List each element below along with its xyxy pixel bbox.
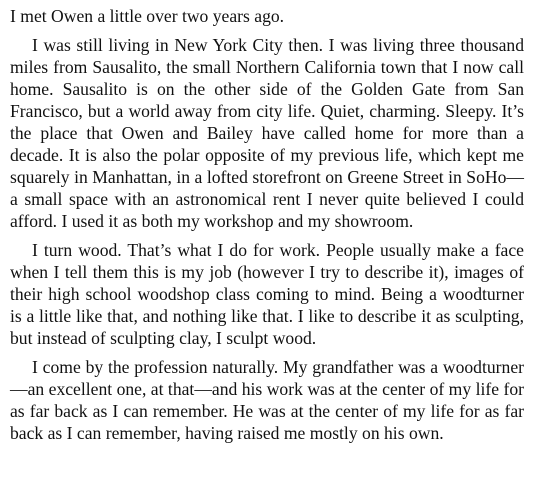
paragraph-3: I turn wood. That’s what I do for work. People usually make a face when I tell them this is my job (however I try to describe it), images of their high school woodshop class coming to mind. Being a woodturner is a little like that, and nothing like that. I like to describe it as sculpting, but instead of sculpting clay, I sculpt wood. — [10, 240, 524, 348]
paragraph-2: I was still living in New York City then. I was living three thousand miles from Sausalito, the small Northern California town that I now call home. Sausalito is on the other side of the Golden Gate from San Francisco, but a world away from city life. Quiet, charming. Sleepy. It’s the place that Owen and Bailey have called home for more than a decade. It is also the polar opposite of my previous life, which kept me squarely in Manhattan, in a lofted storefront on Greene Street in SoHo—a small space with an astronomical rent I never quite believed I could afford. I used it as both my workshop and my showroom. — [10, 35, 524, 231]
paragraph-4: I come by the profession naturally. My grandfather was a woodturner—an excellent one, at that—and his work was at the center of my life for as far back as I can remember. He was at the center of my life for as far back as I can remember, having raised me mostly on his own. — [10, 357, 524, 443]
paragraph-1: I met Owen a little over two years ago. — [10, 6, 285, 26]
